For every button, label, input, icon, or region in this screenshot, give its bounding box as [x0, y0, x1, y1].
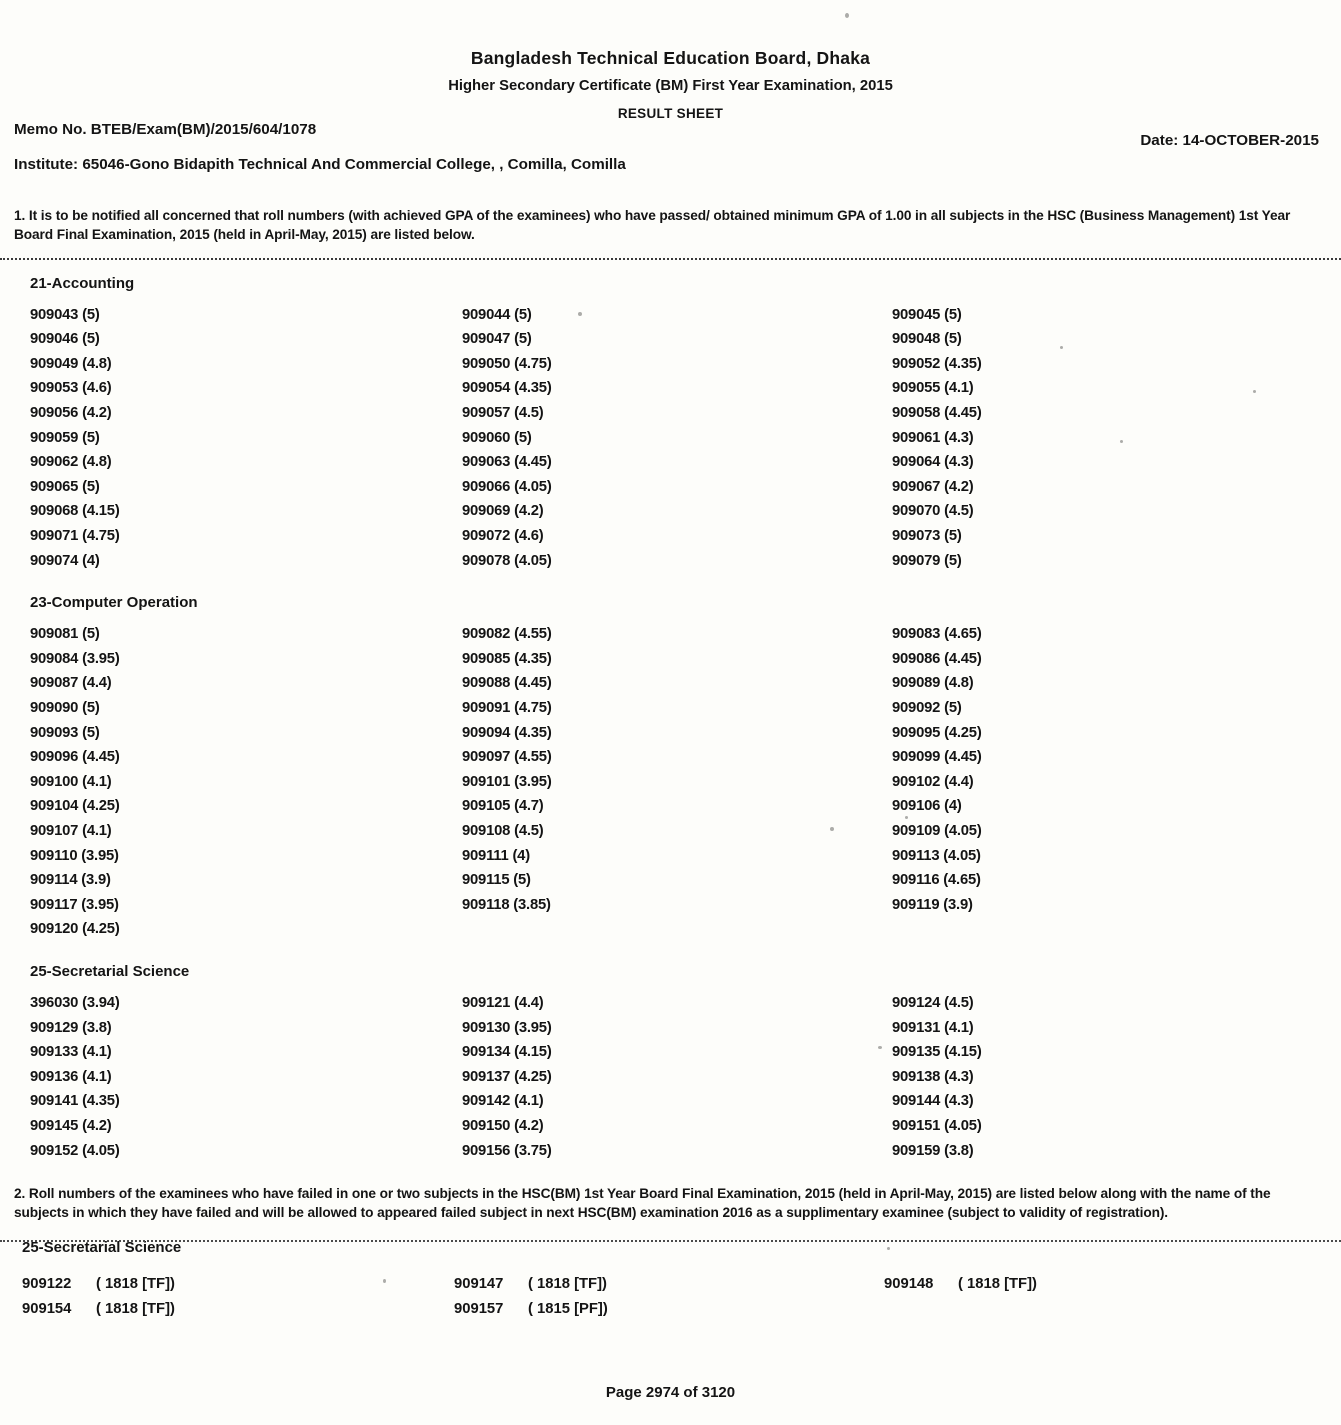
result-entry: 909052 (4.35)	[892, 355, 982, 372]
result-entry: 909113 (4.05)	[892, 847, 981, 864]
failed-roll-number: 909157	[454, 1301, 504, 1318]
result-entry: 909053 (4.6)	[30, 380, 112, 397]
result-entry: 909144 (4.3)	[892, 1093, 974, 1110]
dotted-separator	[0, 258, 1341, 260]
result-column	[30, 307, 462, 578]
result-entry: 909078 (4.05)	[462, 552, 552, 569]
result-entry: 909072 (4.6)	[462, 528, 544, 545]
result-entry: 909133 (4.1)	[30, 1044, 112, 1061]
result-entry: 909095 (4.25)	[892, 724, 982, 741]
result-entry: 909088 (4.45)	[462, 675, 552, 692]
section-columns	[14, 995, 1327, 1167]
scan-speck	[578, 312, 582, 316]
result-sheet-label: RESULT SHEET	[617, 106, 724, 121]
failed-entry	[454, 1301, 884, 1326]
failed-column	[884, 1276, 1327, 1326]
section-title: 21-Accounting	[30, 274, 135, 292]
result-entry: 909151 (4.05)	[892, 1117, 982, 1134]
result-entry: 909083 (4.65)	[892, 626, 982, 643]
result-entry: 909086 (4.45)	[892, 650, 982, 667]
result-entry: 909079 (5)	[892, 552, 962, 569]
failed-entry	[454, 1276, 884, 1301]
result-entry: 909061 (4.3)	[892, 429, 974, 446]
dotted-separator	[0, 1240, 1341, 1242]
result-entry: 909057 (4.5)	[462, 405, 544, 422]
memo-row	[14, 121, 1327, 149]
failed-entry	[22, 1276, 454, 1301]
failed-subjects: ( 1818 [TF])	[958, 1276, 1037, 1293]
result-entry: 909046 (5)	[30, 331, 100, 348]
result-entry: 909067 (4.2)	[892, 478, 974, 495]
result-entry: 909109 (4.05)	[892, 822, 982, 839]
result-entry: 909058 (4.45)	[892, 405, 982, 422]
result-entry: 909085 (4.35)	[462, 650, 552, 667]
result-entry: 909119 (3.9)	[892, 896, 973, 913]
result-entry: 909137 (4.25)	[462, 1068, 552, 1085]
result-entry: 909065 (5)	[30, 478, 100, 495]
result-entry: 909068 (4.15)	[30, 503, 120, 520]
result-entry: 909056 (4.2)	[30, 405, 112, 422]
result-entry: 909091 (4.75)	[462, 700, 552, 716]
result-entry: 909105 (4.7)	[462, 798, 544, 815]
result-entry: 909049 (4.8)	[30, 355, 112, 372]
result-entry: 909117 (3.95)	[30, 896, 119, 913]
scan-speck	[1253, 390, 1256, 393]
result-entry: 909135 (4.15)	[892, 1044, 982, 1061]
result-entry: 909131 (4.1)	[892, 1019, 974, 1036]
failed-roll-number: 909148	[884, 1276, 934, 1293]
result-entry: 909115 (5)	[462, 872, 531, 889]
result-entry: 909081 (5)	[30, 626, 100, 643]
result-entry: 909156 (3.75)	[462, 1142, 552, 1159]
result-entry: 909055 (4.1)	[892, 380, 974, 397]
failed-notice	[14, 1184, 1327, 1222]
result-entry: 909094 (4.35)	[462, 724, 552, 741]
result-entry: 909087 (4.4)	[30, 675, 112, 692]
result-column	[892, 995, 1327, 1167]
scan-speck	[887, 1247, 890, 1250]
result-entry: 909059 (5)	[30, 429, 100, 446]
result-column	[892, 626, 1327, 946]
result-entry: 909084 (3.95)	[30, 650, 120, 667]
result-entry: 909050 (4.75)	[462, 355, 552, 372]
scan-speck	[845, 13, 849, 18]
failed-section	[14, 1239, 1327, 1326]
section-title: 25-Secretarial Science	[30, 962, 190, 980]
scan-speck	[905, 816, 908, 819]
result-entry: 909114 (3.9)	[30, 872, 111, 889]
failed-subjects: ( 1815 [PF])	[528, 1301, 608, 1318]
failed-entry	[22, 1301, 454, 1326]
failed-roll-number: 909147	[454, 1276, 504, 1293]
date-label: Date: 14-OCTOBER-2015	[1140, 132, 1319, 149]
result-entry: 909066 (4.05)	[462, 478, 552, 495]
failed-notice-text: 2. Roll numbers of the examinees who have failed in one or two subjects in the HSC(BM) 1st Year Board Final Examination, 2015 (held in April-May, 2015) are listed below along with the name of the subjects in which they have failed and will be allowed to appeared failed subject in next HSC(BM) examination 2016 as a supplimentary examinee (subject to validity of registration).	[14, 1186, 1271, 1221]
result-entry: 396030 (3.94)	[30, 994, 120, 1011]
subject-section	[14, 594, 1327, 946]
section-title: 23-Computer Operation	[30, 594, 198, 612]
result-entry: 909136 (4.1)	[30, 1068, 112, 1085]
result-entry: 909111 (4)	[462, 847, 530, 864]
result-entry: 909108 (4.5)	[462, 822, 544, 839]
memo-number: Memo No. BTEB/Exam(BM)/2015/604/1078	[14, 121, 317, 138]
result-entry: 909120 (4.25)	[30, 921, 120, 938]
result-entry: 909118 (3.85)	[462, 896, 551, 913]
result-entry: 909048 (5)	[892, 331, 962, 348]
result-entry: 909060 (5)	[462, 429, 532, 446]
result-entry: 909145 (4.2)	[30, 1117, 112, 1134]
result-entry: 909150 (4.2)	[462, 1117, 544, 1134]
result-entry: 909043 (5)	[30, 306, 100, 323]
scan-speck	[878, 1046, 882, 1049]
failed-section-title: 25-Secretarial Science	[22, 1239, 182, 1257]
failed-roll-number: 909154	[22, 1301, 72, 1318]
result-entry: 909102 (4.4)	[892, 773, 974, 790]
failed-columns	[14, 1276, 1327, 1326]
scan-speck	[1060, 346, 1063, 349]
institute-line: Institute: 65046-Gono Bidapith Technical And Commercial College, , Comilla, Comilla	[14, 156, 626, 173]
failed-entry	[884, 1276, 1327, 1301]
result-entry: 909152 (4.05)	[30, 1142, 120, 1159]
scan-speck	[830, 827, 834, 831]
result-entry: 909044 (5)	[462, 306, 532, 323]
board-title: Bangladesh Technical Education Board, Dhaka	[470, 48, 871, 68]
failed-column	[22, 1276, 454, 1326]
result-entry: 909092 (5)	[892, 700, 962, 716]
result-entry: 909063 (4.45)	[462, 454, 552, 471]
result-entry: 909159 (3.8)	[892, 1142, 974, 1159]
result-column	[30, 626, 462, 946]
result-entry: 909116 (4.65)	[892, 872, 981, 889]
result-entry: 909090 (5)	[30, 700, 100, 716]
section-columns	[14, 626, 1327, 946]
result-entry: 909073 (5)	[892, 528, 962, 545]
subject-section	[14, 275, 1327, 578]
passed-notice: 1. It is to be notified all concerned that roll numbers (with achieved GPA of the examinees) who have passed/ obtained minimum GPA of 1.00 in all subjects in the HSC (Business Management) 1st Year Board Final Examination, 2015 (held in April-May, 2015) are listed below.	[14, 208, 1291, 242]
section-columns	[14, 307, 1327, 578]
scan-speck	[383, 1279, 386, 1283]
result-entry: 909093 (5)	[30, 724, 100, 741]
result-entry: 909100 (4.1)	[30, 773, 112, 790]
result-column	[462, 995, 892, 1167]
result-entry: 909089 (4.8)	[892, 675, 974, 692]
result-entry: 909141 (4.35)	[30, 1093, 120, 1110]
result-entry: 909045 (5)	[892, 306, 962, 323]
scan-speck	[1120, 440, 1123, 443]
page-number: Page 2974 of 3120	[605, 1384, 736, 1401]
result-entry: 909121 (4.4)	[462, 994, 544, 1011]
result-entry: 909070 (4.5)	[892, 503, 974, 520]
result-entry: 909134 (4.15)	[462, 1044, 552, 1061]
result-entry: 909104 (4.25)	[30, 798, 120, 815]
result-entry: 909062 (4.8)	[30, 454, 112, 471]
passed-sections	[14, 275, 1327, 1167]
result-entry: 909124 (4.5)	[892, 994, 974, 1011]
result-entry: 909064 (4.3)	[892, 454, 974, 471]
exam-title: Higher Secondary Certificate (BM) First Year Examination, 2015	[448, 78, 893, 94]
failed-subjects: ( 1818 [TF])	[528, 1276, 607, 1293]
result-entry: 909129 (3.8)	[30, 1019, 112, 1036]
result-entry: 909082 (4.55)	[462, 626, 552, 643]
result-column	[30, 995, 462, 1167]
result-entry: 909099 (4.45)	[892, 749, 982, 766]
failed-roll-number: 909122	[22, 1276, 72, 1293]
result-entry: 909054 (4.35)	[462, 380, 552, 397]
subject-section	[14, 963, 1327, 1167]
result-column	[462, 626, 892, 946]
result-entry: 909101 (3.95)	[462, 773, 552, 790]
result-entry: 909107 (4.1)	[30, 822, 112, 839]
result-entry: 909106 (4)	[892, 798, 962, 815]
result-entry: 909047 (5)	[462, 331, 532, 348]
result-entry: 909097 (4.55)	[462, 749, 552, 766]
result-entry: 909138 (4.3)	[892, 1068, 974, 1085]
failed-subjects: ( 1818 [TF])	[96, 1276, 175, 1293]
result-entry: 909096 (4.45)	[30, 749, 120, 766]
result-entry: 909071 (4.75)	[30, 528, 120, 545]
result-column	[462, 307, 892, 578]
result-entry: 909142 (4.1)	[462, 1093, 544, 1110]
result-entry: 909074 (4)	[30, 552, 100, 569]
result-entry: 909130 (3.95)	[462, 1019, 552, 1036]
result-entry: 909069 (4.2)	[462, 503, 544, 520]
failed-subjects: ( 1818 [TF])	[96, 1301, 175, 1318]
result-column	[892, 307, 1327, 578]
failed-column	[454, 1276, 884, 1326]
result-entry: 909110 (3.95)	[30, 847, 119, 864]
